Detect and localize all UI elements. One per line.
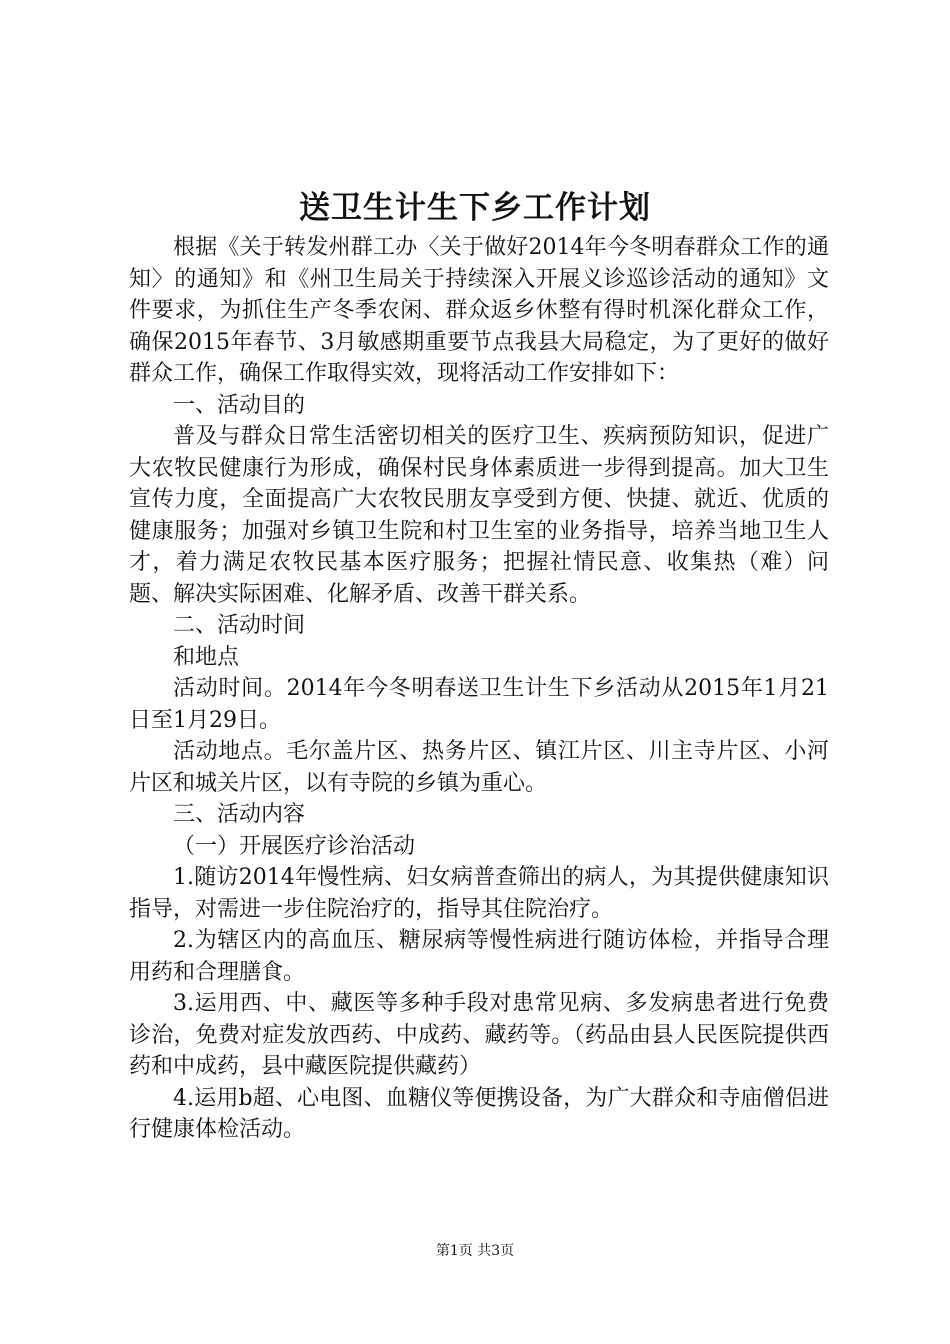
list-item-1: 1.随访2014年慢性病、妇女病普查筛出的病人，为其提供健康知识指导，对需进一步住院治疗的，指导其住院治疗。 [129, 865, 829, 922]
time-paragraph: 活动时间。2014年今冬明春送卫生计生下乡活动从2015年1月21日至1月29日。 [129, 676, 829, 733]
list-item-2: 2.为辖区内的高血压、糖尿病等慢性病进行随访体检，并指导合理用药和合理膳食。 [129, 928, 829, 985]
page-title: 送卫生计生下乡工作计划 [299, 190, 651, 226]
section-heading-time: 二、活动时间 [173, 613, 306, 638]
list-item-4: 4.运用b超、心电图、血糖仪等便携设备，为广大群众和寺庙僧侣进行健康体检活动。 [129, 1085, 829, 1142]
section-heading-content: 三、活动内容 [173, 802, 306, 827]
page-footer: 第1页 共3页 [435, 1243, 515, 1259]
purpose-paragraph: 普及与群众日常生活密切相关的医疗卫生、疾病预防知识，促进广大农牧民健康行为形成，确保村民身体素质进一步得到提高。加大卫生宣传力度，全面提高广大农牧民朋友享受到方便、快捷、就近、优质的健康服务；加强对乡镇卫生院和村卫生室的业务指导，培养当地卫生人才，着力满足农牧民基本医疗服务；把握社情民意、收集热（难）问题、解决实际困难、化解矛盾、改善干群关系。 [129, 424, 829, 607]
subsection-heading-medical: （一）开展医疗诊治活动 [173, 833, 416, 859]
document-body [129, 232, 829, 1146]
list-item-3: 3.运用西、中、藏医等多种手段对患常见病、多发病患者进行免费诊治，免费对症发放西药、中成药、藏药等。（药品由县人民医院提供西药和中成药，县中藏医院提供藏药） [129, 991, 829, 1079]
intro-paragraph: 根据《关于转发州群工办〈关于做好2014年今冬明春群众工作的通知〉的通知》和《州卫生局关于持续深入开展义诊巡诊活动的通知》文件要求，为抓住生产冬季农闲、群众返乡休整有得时机深化群众工作，确保2015年春节、3月敏感期重要节点我县大局稳定，为了更好的做好群众工作，确保工作取得实效，现将活动工作安排如下： [129, 235, 829, 386]
section-heading-purpose: 一、活动目的 [173, 392, 306, 418]
place-paragraph: 活动地点。毛尔盖片区、热务片区、镇江片区、川主寺片区、小河片区和城关片区，以有寺院的乡镇为重心。 [129, 739, 829, 796]
section-heading-place: 和地点 [173, 644, 240, 670]
